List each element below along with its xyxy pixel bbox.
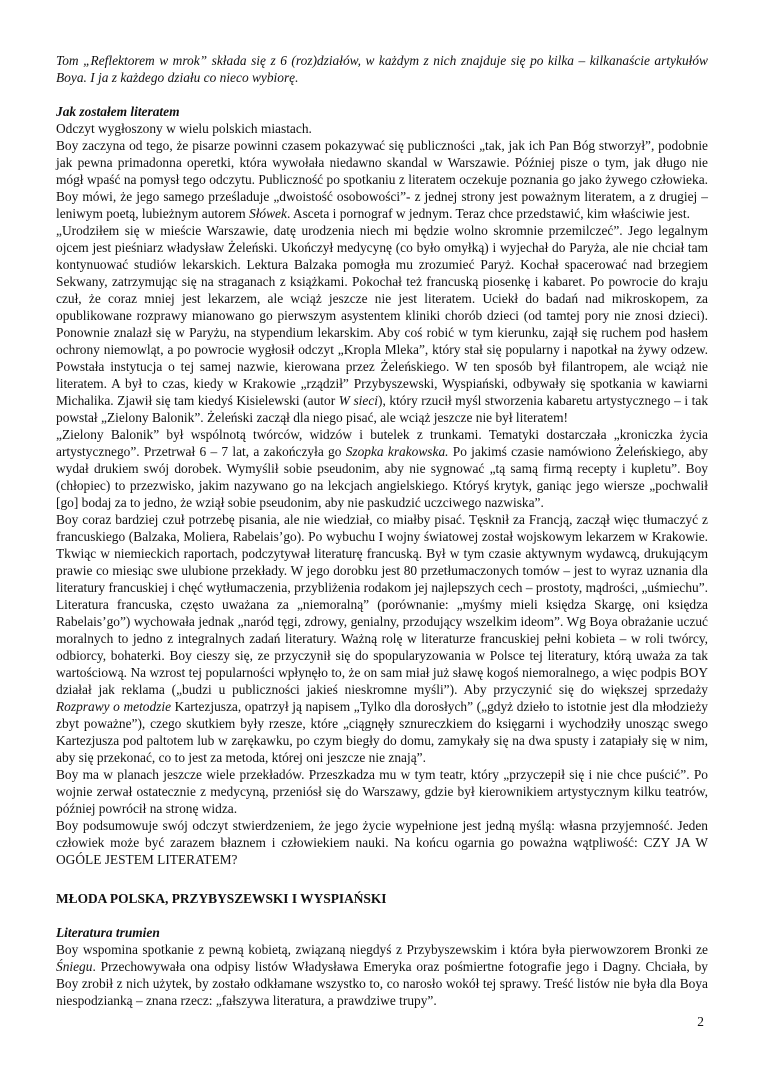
paragraph: Boy coraz bardziej czuł potrzebę pisania, ale nie wiedział, co miałby pisać. Tęsknił za Francją, zaczął więc tłumaczyć z francuskiego (Balzaka, Moliera, Rabelais’go). Po wybuchu I wojny światowej został wojskowym lekarzem w Krakowie. Tkwiąc w niemieckich raportach, podczytywał literaturę francuską. Był w tym czasie aktywnym wydawcą, drukującym prawie co miesiąc swe ulubione przekłady. W jego dorobku jest 80 przetłumaczonych tomów – jest to wyraz uznania dla literatury francuskiej i chęć wytłumaczenia, przybliżenia rodakom jej najlepszych cech – prostoty, mądrości, „uśmiechu”. Literatura francuska, często uważana za „niemoralną” (porównanie: „myśmy mieli księdza Skargę, oni księdza Rabelais’go”) wychowała jednak „naród tęgi, zdrowy, genialny, przodujący wszelkim ideom”. Wg Boya obrażanie uczuć moralnych to jedno z integralnych zadań literatury. Ważną rolę w literaturze francuskiej pełni kobieta – w roli twórcy, odbiorcy, bohaterki. Boy cieszy się, ze przyczynił się do spopularyzowania w Polsce tej literatury, którą uważa za tak wartościową. Na wzrost tej popularności wpłynęło to, że on sam miał już sławę kogoś niemoralnego, a więc podpis BOY działał jak reklama („budzi u publiczności jakieś nieskromne myśli”). Aby przyczynić się do większej sprzedaży Rozprawy o metodzie Kartezjusza, opatrzył ją napisem „Tylko dla dorosłych” („gdyż dzieło to istotnie jest dla młodzieży zbyt poważne”), czego skutkiem były rzesze, które „ciągnęły sznureczkiem do księgarni i wychodziły unosząc swego Kartezjusza pod paltotem lub w zarękawku, po czym biegły do domu, zamykały się na dwa spusty i zatapiały się w nim, aby się przekonać, co to jest za metoda, której oni jeszcze nie znają”. — [56, 512, 708, 765]
book-title: Słówek — [249, 206, 287, 221]
intro-paragraph: Tom „Reflektorem w mrok” składa się z 6 (roz)działów, w każdym z nich znajduje się po kilka – kilkanaście artykułów Boya. I ja z każdego działu co nieco wybiorę. — [56, 53, 708, 85]
book-title: Rozprawy o metodzie — [56, 699, 172, 714]
spacer — [56, 907, 708, 924]
page-number: 2 — [697, 1014, 704, 1029]
spacer — [56, 868, 708, 890]
paragraph: „Zielony Balonik” był wspólnotą twórców, widzów i butelek z trunkami. Tematyki dostarczała „kroniczka życia artystycznego”. Przetrwał 6 – 7 lat, a zakończyła go Szopka krakowska. Po jakimś czasie namówiono Żeleńskiego, aby wydał drukiem swój dorobek. Wymyślił sobie pseudonim, aby nie sygnować „tą samą firmą recepty i kupletu”. Boy (chłopiec) to przezwisko, jakim nazywano go na lekcjach angielskiego. Któryś krytyk, ganiąc jego wiersze „pochwalił [go] bodaj za to jedno, że wziął sobie pseudonim, aby nie paskudzić uczciwego nazwiska”. — [56, 427, 708, 510]
book-title: Szopka krakowska. — [345, 444, 449, 459]
section-subtitle: Odczyt wygłoszony w wielu polskich miastach. — [56, 121, 312, 136]
section-title-jak-zostalem-literatem: Jak zostałem literatem — [56, 104, 180, 119]
section-title-literatura-trumien: Literatura trumien — [56, 925, 160, 940]
page-content — [56, 52, 708, 1009]
book-title: W sieci — [338, 393, 379, 408]
paragraph: Boy ma w planach jeszcze wiele przekładów. Przeszkadza mu w tym teatr, który „przyczepił się i nie chce puścić”. Po wojnie zerwał ostatecznie z medycyną, przeniósł się do Warszawy, gdzie był kierownikiem artystycznym kilku teatrów, później powrócił na stronę widza. — [56, 767, 708, 816]
paragraph: Boy wspomina spotkanie z pewną kobietą, związaną niegdyś z Przybyszewskim i która była pierwowzorem Bronki ze Śniegu. Przechowywała ona odpisy listów Władysława Emeryka oraz pośmiertne fotografie jego i Dagny. Chciała, by Boy zrobił z nich użytek, by zostało odkłamane wszystko to, co narosło wokół tej sprawy. Treść listów nie była dla Boya niespodzianką – znana rzecz: „fałszywa literatura, a prawdziwe trupy”. — [56, 942, 708, 1008]
chapter-title: MŁODA POLSKA, PRZYBYSZEWSKI I WYSPIAŃSKI — [56, 891, 387, 906]
paragraph: „Urodziłem się w mieście Warszawie, datę urodzenia niech mi będzie wolno skromnie przemilczeć”. Jego legalnym ojcem jest pieśniarz władysław Żeleński. Ukończył medycynę (co było omyłką) i wyjechał do Paryża, ale nie chciał tam kontynuować studiów lekarskich. Lektura Balzaka pomogła mu zrozumieć Paryż. Kochał spacerować nad brzegiem Sekwany, zatrzymując się na straganach z książkami. Pokochał też francuską piosenkę i kabaret. Po powrocie do kraju czuł, że coraz mniej jest lekarzem, ale wciąż jeszcze nie jest literatem. Uciekł do badań nad mikroskopem, za opublikowane rozprawy mianowano go pierwszym asystentem kliniki chorób dzieci (od tamtej pory nie znosi dzieci). Ponownie znalazł się w Paryżu, na stypendium lekarskim. Aby coś robić w tym kierunku, zajął się ruchem pod hasłem ochrony niemowląt, a po powrocie wygłosił odczyt „Kropla Mleka”, który stał się popularny i napotkał na żywy odzew. Powstała instytucja o tej samej nazwie, kierowana przez Żeleńskiego. W ten sposób był filantropem, ale wciąż nie literatem. A był to czas, kiedy w Krakowie „rządził” Przybyszewski, Wyspiański, odbywały się spotkania w kawiarni Michalika. Zjawił się tam kiedyś Kisielewski (autor W sieci), który rzucił myśl stworzenia kabaretu artystycznego – i tak powstał „Zielony Balonik”. Żeleński zaczął dla niego pisać, ale wciąż jeszcze nie był literatem! — [56, 223, 709, 425]
spacer — [56, 86, 708, 103]
paragraph: Boy zaczyna od tego, że pisarze powinni czasem pokazywać się publiczności „tak, jak ich Pan Bóg stworzył”, podobnie jak pewna primadonna operetki, która wywołała niedawno skandal w Warszawie. Później pisze o tym, jak długo nie mógł wpaść na pomysł tego odczytu. Publiczność po spotkaniu z literatem oczekuje poznania go jako żywego człowieka. Boy mówi, że jego samego prześladuje „dwoistość osobowości”- z jednej strony jest poważnym literatem, a z drugiej – leniwym poetą, lubieżnym autorem Słówek. Asceta i pornograf w jednym. Teraz chce przedstawić, kim właściwie jest. — [56, 138, 708, 221]
paragraph: Boy podsumowuje swój odczyt stwierdzeniem, że jego życie wypełnione jest jedną myślą: własna przyjemność. Jeden człowiek może być zarazem błaznem i człowiekiem nauki. Na końcu ogarnia go poważna wątpliwość: CZY JA W OGÓLE JESTEM LITERATEM? — [56, 818, 708, 867]
book-title: Śniegu — [56, 959, 93, 974]
